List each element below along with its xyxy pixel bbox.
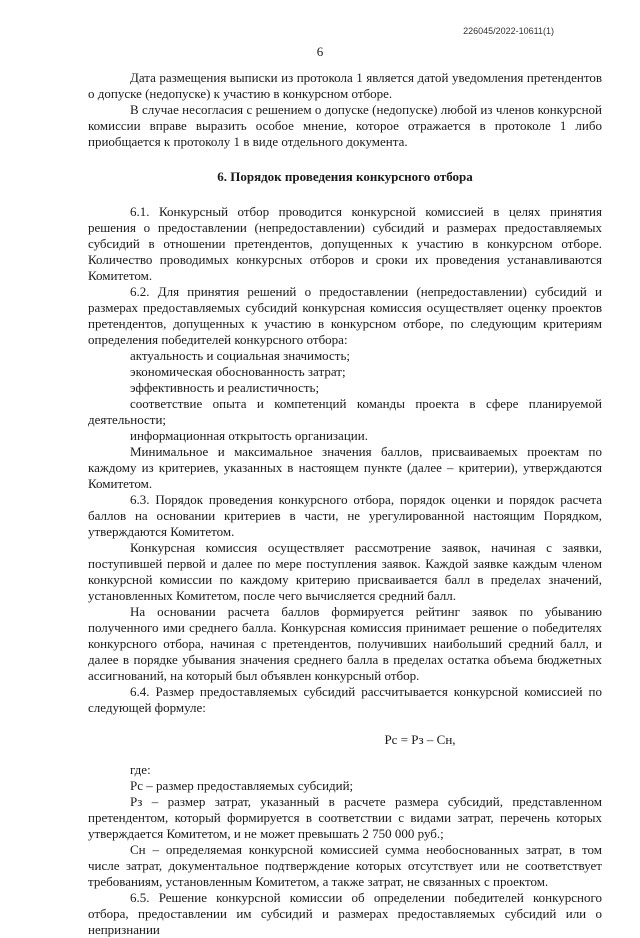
paragraph-minmax: Минимальное и максимальное значения баллов, присваиваемых проектам по каждому из критериев, указанных в настоящем пункте (далее – критерии), утверждаются Комитетом. <box>88 444 602 491</box>
paragraph-rating: На основании расчета баллов формируется рейтинг заявок по убыванию полученного ими среднего балла. Конкурсная комиссия принимает решение о победителях конкурсного отбора, начиная с претендентов, получивших наибольший средний балл, и далее в порядке убывания значения среднего балла в пределах остатка объема бюджетных ассигнований, на который был объявлен конкурсный отбор. <box>88 604 602 683</box>
paragraph-commission: Конкурсная комиссия осуществляет рассмотрение заявок, начиная с заявки, поступившей первой и далее по мере поступления заявок. Каждой заявке каждым членом конкурсной комиссии по каждому критерию присваивается балл в пределах значений, установленных Комитетом, после чего вычисляется средний балл. <box>88 540 602 603</box>
definition-item: Рз – размер затрат, указанный в расчете размера субсидий, представленном претендентом, который формируется в соответствии с видами затрат, перечень которых утверждается Комитетом, и не может превышать 2 750 000 руб.; <box>88 794 602 841</box>
criterion-item: соответствие опыта и компетенций команды проекта в сфере планируемой деятельности; <box>88 396 602 427</box>
paragraph-6-1: 6.1. Конкурсный отбор проводится конкурсной комиссией в целях принятия решения о предоставлении (непредоставлении) субсидий и размерах предоставляемых субсидий в отношении претендентов, допущенных к участию в конкурсном отборе. Количество проводимых конкурсных отборов и сроки их проведения устанавливаются Комитетом. <box>88 204 602 283</box>
criterion-item: экономическая обоснованность затрат; <box>130 364 346 379</box>
paragraph-6-2: 6.2. Для принятия решений о предоставлении (непредоставлении) субсидий и размерах предоставляемых субсидий конкурсная комиссия осуществляет оценку проектов претендентов, допущенных к участию в конкурсном отборе, по следующим критериям определения победителей конкурсного отбора: <box>88 284 602 347</box>
definition-item: Сн – определяемая конкурсной комиссией сумма необоснованных затрат, в том числе затрат, документальное подтверждение которых отсутствует или не соответствует требованиям, установленным Комитетом, а также затрат, не связанных с проектом. <box>88 842 602 889</box>
paragraph-intro-1: Дата размещения выписки из протокола 1 является датой уведомления претендентов о допуске (недопуске) к участию в конкурсном отборе. <box>88 70 602 101</box>
document-body <box>88 70 602 938</box>
subsidy-formula: Рс = Рз – Сн, <box>384 732 456 747</box>
document-number: 226045/2022-10611(1) <box>463 26 554 36</box>
paragraph-6-4: 6.4. Размер предоставляемых субсидий рассчитывается конкурсной комиссией по следующей формуле: <box>88 684 602 715</box>
criterion-item: актуальность и социальная значимость; <box>130 348 350 363</box>
page-number: 6 <box>316 44 324 59</box>
criterion-item: информационная открытость организации. <box>130 428 368 443</box>
definition-item: Рс – размер предоставляемых субсидий; <box>130 778 354 793</box>
paragraph-6-3: 6.3. Порядок проведения конкурсного отбора, порядок оценки и порядок расчета баллов на основании критериев в части, не урегулированной настоящим Порядком, утверждаются Комитетом. <box>88 492 602 539</box>
paragraph-intro-2: В случае несогласия с решением о допуске (недопуске) любой из членов конкурсной комиссии вправе выразить особое мнение, которое отражается в протоколе 1 либо приобщается к протоколу 1 в виде отдельного документа. <box>88 102 602 149</box>
section-title: 6. Порядок проведения конкурсного отбора <box>217 169 473 184</box>
paragraph-6-5: 6.5. Решение конкурсной комиссии об определении победителей конкурсного отбора, предоставлении им субсидий и размерах предоставляемых субсидий или о непризнании <box>88 890 602 937</box>
where-label: где: <box>130 762 151 777</box>
criterion-item: эффективность и реалистичность; <box>130 380 320 395</box>
